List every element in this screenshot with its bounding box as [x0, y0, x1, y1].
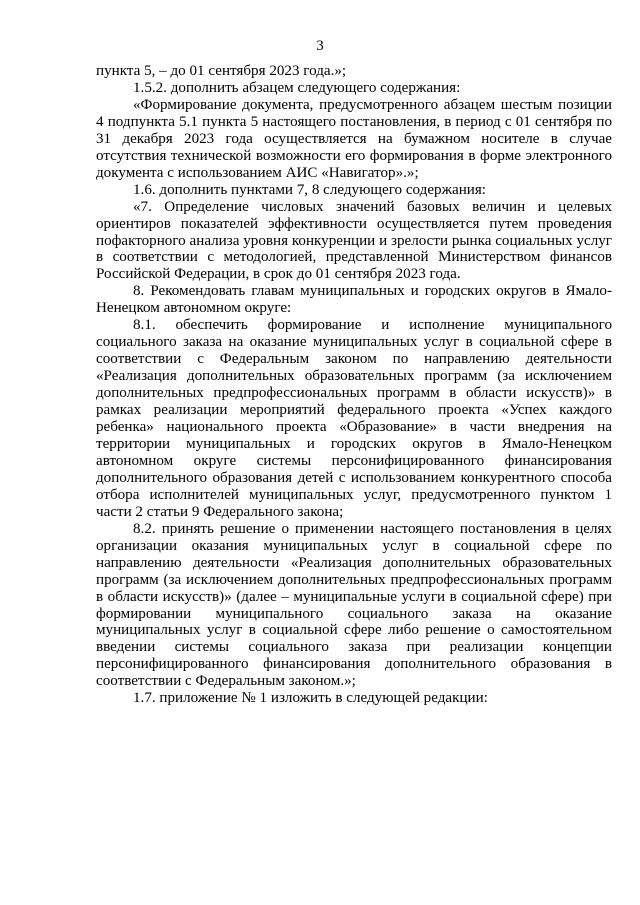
paragraph-quote-formation: «Формирование документа, предусмотренного абзацем шестым позиции 4 подпункта 5.1 пункта 5 настоящего постановления, в период с 01 сентября по 31 декабря 2023 года осуществляется на бумажном носителе в случае отсутствия технической возможности его формирования в форме электронного документа с использованием АИС «Навигатор».»;: [96, 96, 612, 181]
paragraph-item-8: 8. Рекомендовать главам муниципальных и городских округов в Ямало-Ненецком автономном округе:: [96, 283, 612, 317]
paragraph-item-8-1: 8.1. обеспечить формирование и исполнение муниципального социального заказа на оказание муниципальных услуг в социальной сфере в соответствии с Федеральным законом по направлению деятельности «Реализация дополнительных образовательных программ (за исключением дополнительных предпрофессиональных программ в области искусств)» в рамках реализации мероприятий федерального проекта «Успех каждого ребенка» национального проекта «Образование» в части внедрения на территории муниципальных и городских округов в Ямало-Ненецком автономном округе системы персонифицированного финансирования дополнительного образования детей с использованием конкурентного способа отбора исполнителей муниципальных услуг, предусмотренного пунктом 1 части 2 статьи 9 Федерального закона;: [96, 317, 612, 520]
document-body: [96, 63, 612, 707]
page-number: 3: [316, 38, 324, 54]
paragraph-continuation: пункта 5, – до 01 сентября 2023 года.»;: [96, 63, 347, 79]
paragraph-item-7: «7. Определение числовых значений базовых величин и целевых ориентиров показателей эффективности осуществляется путем проведения пофакторного анализа уровня конкуренции и зрелости рынка социальных услуг в соответствии с методологией, представленной Министерством финансов Российской Федерации, в срок до 01 сентября 2023 года.: [96, 198, 612, 283]
paragraph-1-5-2: 1.5.2. дополнить абзацем следующего содержания:: [133, 79, 461, 96]
paragraph-1-7: 1.7. приложение № 1 изложить в следующей редакции:: [133, 690, 488, 707]
paragraph-item-8-2: 8.2. принять решение о применении настоящего постановления в целях организации оказания муниципальных услуг в социальной сфере по направлению деятельности «Реализация дополнительных образовательных программ (за исключением дополнительных предпрофессиональных программ в области искусств)» (далее – муниципальные услуги в социальной сфере) при формировании муниципального социального заказа на оказание муниципальных услуг в социальной сфере либо решение о самостоятельном введении системы социального заказа при реализации концепции персонифицированного финансирования дополнительного образования в соответствии с Федеральным законом.»;: [96, 520, 612, 690]
paragraph-1-6: 1.6. дополнить пунктами 7, 8 следующего содержания:: [133, 181, 486, 198]
